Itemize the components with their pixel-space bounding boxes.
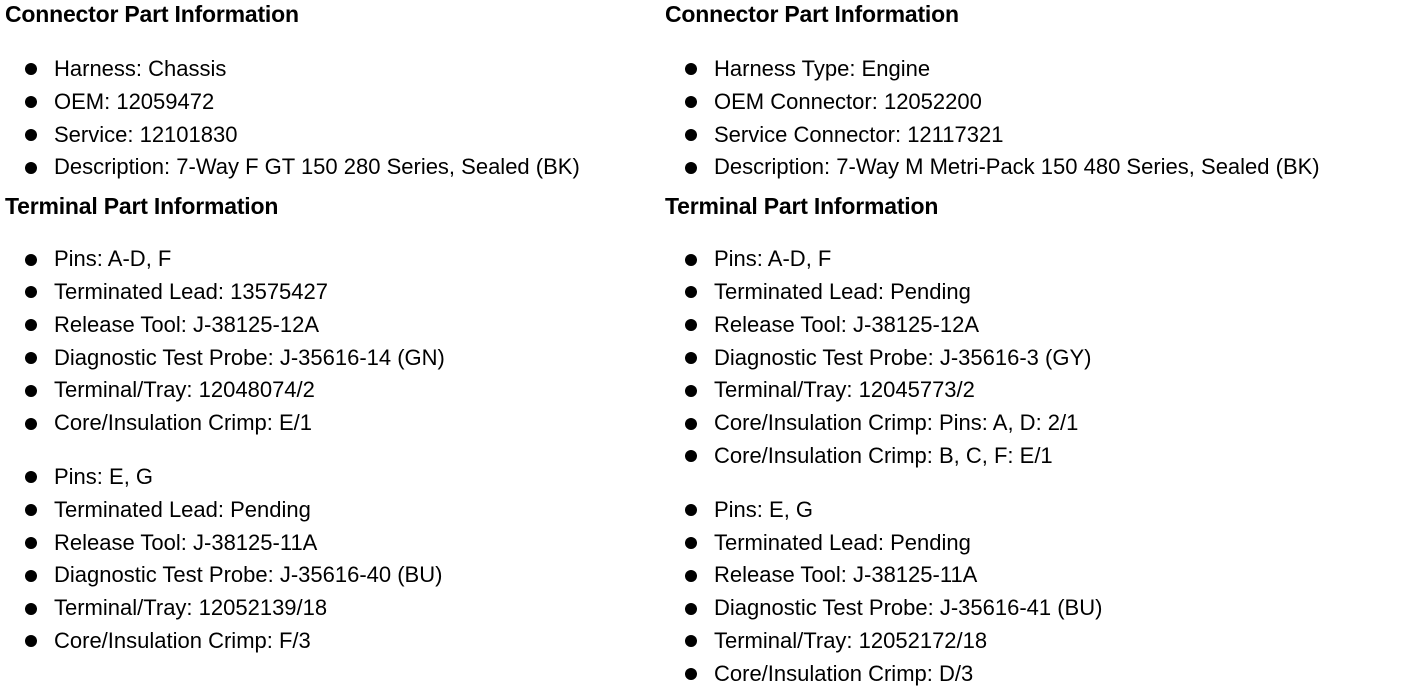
list-item: [5, 461, 660, 494]
list-item-text: Harness: Chassis: [54, 56, 227, 81]
list-item-text: Service: 12101830: [54, 121, 238, 147]
list-item-text: Pins: A-D, F: [714, 246, 832, 272]
bullet-icon: [685, 352, 697, 364]
list-item-text: Terminated Lead: Pending: [54, 496, 311, 522]
bullet-icon: [685, 96, 697, 108]
list-item-text: Terminal/Tray: 12048074/2: [54, 377, 315, 403]
bullet-icon: [685, 603, 697, 615]
list-item: [665, 243, 1405, 276]
list-item-text: Terminated Lead: 13575427: [54, 278, 328, 304]
list-item: [5, 276, 660, 309]
bullet-icon: [25, 635, 37, 647]
connector-part-list: [665, 53, 1405, 184]
terminal-group-list: [5, 461, 660, 658]
bullet-icon: [25, 63, 37, 75]
list-item-text: Harness Type: Engine: [714, 56, 931, 81]
bullet-icon: [685, 129, 697, 141]
list-item-text: Diagnostic Test Probe: J-35616-41 (BU): [714, 595, 1103, 621]
bullet-icon: [685, 537, 697, 549]
list-item-text: Service Connector: 12117321: [714, 121, 1004, 147]
list-item: [5, 309, 660, 342]
list-item: [5, 559, 660, 592]
list-item: [665, 559, 1405, 592]
right-column: [665, 0, 1405, 691]
list-item: [665, 494, 1405, 527]
bullet-icon: [685, 570, 697, 582]
list-item: [5, 592, 660, 625]
bullet-icon: [25, 254, 37, 266]
list-item-text: Diagnostic Test Probe: J-35616-40 (BU): [54, 562, 443, 588]
list-item: [5, 374, 660, 407]
bullet-icon: [25, 286, 37, 298]
bullet-icon: [25, 162, 37, 174]
list-item: [665, 309, 1405, 342]
connector-part-list: [5, 53, 660, 184]
list-item: [665, 342, 1405, 375]
list-item-text: Core/Insulation Crimp: F/3: [54, 627, 311, 653]
list-item: [665, 592, 1405, 625]
bullet-icon: [685, 418, 697, 430]
bullet-icon: [25, 352, 37, 364]
list-item-text: OEM Connector: 12052200: [714, 88, 982, 114]
list-item: [665, 440, 1405, 473]
list-item-text: Terminal/Tray: 12052172/18: [714, 627, 988, 653]
list-item: [665, 407, 1405, 440]
bullet-icon: [25, 418, 37, 430]
list-item-text: OEM: 12059472: [54, 88, 215, 114]
list-item-text: Diagnostic Test Probe: J-35616-14 (GN): [54, 344, 445, 370]
bullet-icon: [25, 603, 37, 615]
list-item: [5, 243, 660, 276]
bullet-icon: [685, 635, 697, 647]
list-item: [5, 53, 660, 86]
list-item-text: Core/Insulation Crimp: E/1: [54, 410, 312, 436]
bullet-icon: [685, 450, 697, 462]
list-item-text: Description: 7-Way M Metri-Pack 150 480 Series, Sealed (BK): [714, 154, 1320, 180]
list-item-text: Description: 7-Way F GT 150 280 Series, Sealed (BK): [54, 154, 580, 180]
list-item-text: Pins: E, G: [54, 463, 154, 489]
list-item: [5, 342, 660, 375]
list-item-text: Core/Insulation Crimp: Pins: A, D: 2/1: [714, 410, 1079, 436]
list-item-text: Terminated Lead: Pending: [714, 278, 971, 304]
list-item: [665, 625, 1405, 658]
list-item: [5, 86, 660, 119]
list-item-text: Release Tool: J-38125-12A: [714, 311, 979, 337]
list-item: [665, 374, 1405, 407]
list-item-text: Terminal/Tray: 12052139/18: [54, 595, 328, 621]
list-item-text: Core/Insulation Crimp: B, C, F: E/1: [714, 442, 1053, 468]
bullet-icon: [25, 385, 37, 397]
terminal-group-list: [5, 243, 660, 440]
terminal-group-list: [665, 494, 1405, 691]
list-item: [665, 658, 1405, 691]
list-item: [5, 151, 660, 184]
list-item: [5, 527, 660, 560]
bullet-icon: [25, 537, 37, 549]
list-item-text: Pins: A-D, F: [54, 246, 172, 272]
list-item: [5, 407, 660, 440]
terminal-part-information-heading: Terminal Part Information: [665, 193, 939, 220]
connector-part-information-heading: Connector Part Information: [5, 1, 299, 27]
list-item-text: Release Tool: J-38125-11A: [714, 562, 978, 588]
list-item: [665, 276, 1405, 309]
list-item: [665, 151, 1405, 184]
terminal-group-list: [665, 243, 1405, 473]
list-item-text: Release Tool: J-38125-11A: [54, 529, 318, 555]
list-item-text: Core/Insulation Crimp: D/3: [714, 660, 974, 686]
bullet-icon: [685, 162, 697, 174]
list-item-text: Diagnostic Test Probe: J-35616-3 (GY): [714, 344, 1092, 370]
bullet-icon: [685, 254, 697, 266]
bullet-icon: [685, 319, 697, 331]
list-item-text: Pins: E, G: [714, 496, 814, 522]
bullet-icon: [685, 286, 697, 298]
bullet-icon: [685, 504, 697, 516]
list-item: [5, 625, 660, 658]
list-item: [665, 53, 1405, 86]
bullet-icon: [25, 129, 37, 141]
bullet-icon: [685, 63, 697, 75]
list-item: [665, 119, 1405, 152]
bullet-icon: [25, 570, 37, 582]
bullet-icon: [25, 471, 37, 483]
list-item: [5, 494, 660, 527]
list-item: [5, 119, 660, 152]
left-column: [5, 0, 660, 658]
list-item-text: Terminal/Tray: 12045773/2: [714, 377, 975, 403]
bullet-icon: [25, 504, 37, 516]
list-item: [665, 86, 1405, 119]
bullet-icon: [25, 319, 37, 331]
list-item-text: Release Tool: J-38125-12A: [54, 311, 319, 337]
bullet-icon: [25, 96, 37, 108]
connector-part-information-heading: Connector Part Information: [665, 1, 959, 27]
bullet-icon: [685, 668, 697, 680]
terminal-part-information-heading: Terminal Part Information: [5, 193, 279, 220]
list-item: [665, 527, 1405, 560]
bullet-icon: [685, 385, 697, 397]
list-item-text: Terminated Lead: Pending: [714, 529, 971, 555]
